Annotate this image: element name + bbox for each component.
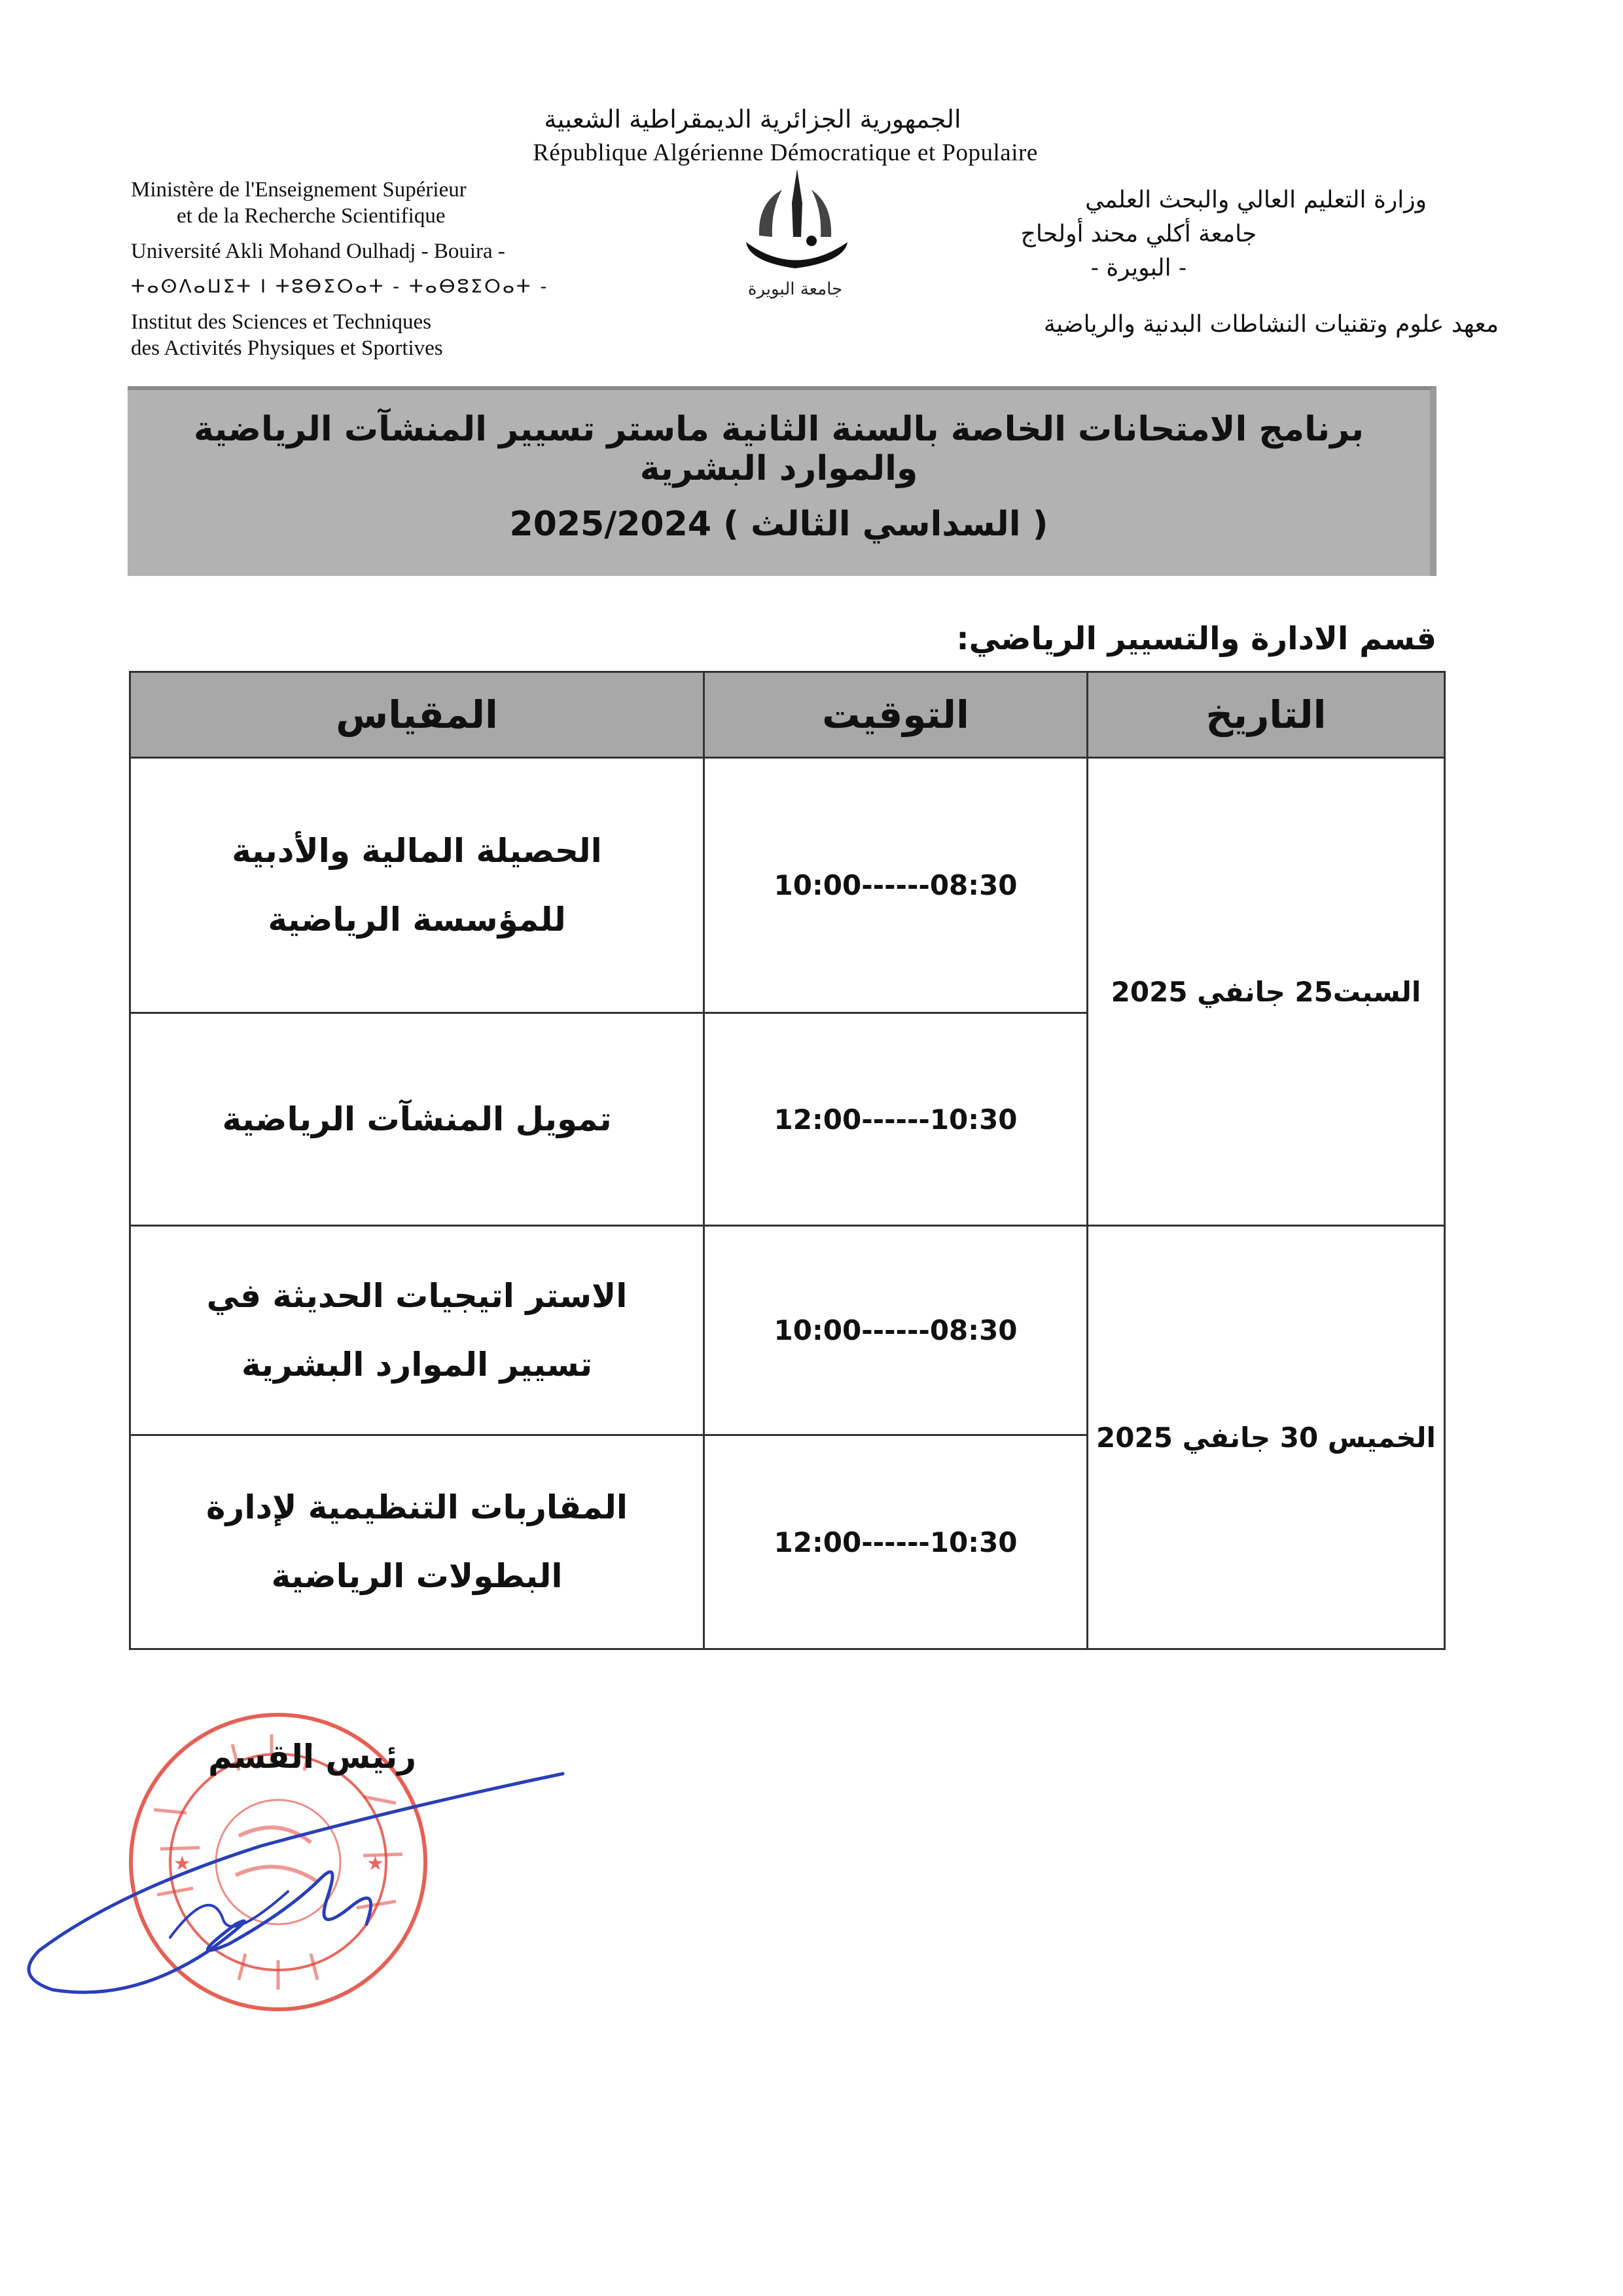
exam-semester: ( السداسي الثالث ) 2025/2024 — [509, 505, 1048, 544]
exam-module: الاستر اتيجيات الحديثة في تسيير الموارد البشرية — [130, 1226, 704, 1435]
exam-date: الخميس 30 جانفي 2025 — [1087, 1226, 1444, 1649]
university-french: Université Akli Mohand Oulhadj - Bouira - — [131, 240, 505, 263]
exam-time: 12:00------10:30 — [704, 1013, 1088, 1226]
ministry-line-1: Ministère de l'Enseignement Supérieur — [131, 178, 467, 202]
table-row — [130, 1226, 1445, 1435]
header-left-french — [131, 177, 668, 361]
table-row — [130, 758, 1445, 1013]
institute-line-1: Institut des Sciences et Techniques — [131, 310, 431, 334]
header-right-arabic — [890, 183, 1499, 338]
exam-module: المقاربات التنظيمية لإدارة البطولات الرياضية — [130, 1435, 704, 1649]
department-head-label: رئيس القسم — [208, 1738, 417, 1776]
exam-module: الحصيلة المالية والأدبية للمؤسسة الرياضية — [130, 758, 704, 1013]
exam-time: 10:00------08:30 — [704, 758, 1088, 1013]
logo-caption: جامعة البويرة — [747, 279, 843, 299]
department-label: قسم الادارة والتسيير الرياضي: — [956, 620, 1436, 657]
university-arabic: جامعة أكلي محند أولحاج — [1020, 221, 1257, 247]
republic-french: République Algérienne Démocratique et Populaire — [533, 139, 1038, 166]
ministry-line-2: et de la Recherche Scientifique — [177, 204, 446, 228]
city-arabic: - البويرة - — [1090, 255, 1187, 281]
exam-title: برنامج الامتحانات الخاصة بالسنة الثانية ماستر تسيير المنشآت الرياضية والموارد البشرية — [193, 410, 1364, 488]
ministry-arabic: وزارة التعليم العالي والبحث العلمي — [1085, 187, 1427, 213]
institute-arabic: معهد علوم وتقنيات النشاطات البدنية والرياضية — [1043, 311, 1499, 338]
university-tifinagh: ⵜⴰⵙⴷⴰⵡⵉⵜ ⵏ ⵜⵓⴱⵉⵔⴰⵜ - ⵜⴰⴱⵓⵉⵔⴰⵜ - — [131, 276, 549, 297]
exam-schedule-table — [129, 671, 1446, 1650]
exam-time: 12:00------10:30 — [704, 1435, 1088, 1649]
exam-module: تمويل المنشآت الرياضية — [130, 1013, 704, 1226]
exam-time: 10:00------08:30 — [704, 1226, 1088, 1435]
republic-arabic: الجمهورية الجزائرية الديمقراطية الشعبية — [544, 105, 961, 134]
table-header-row — [130, 672, 1445, 758]
header-time: التوقيت — [704, 672, 1088, 758]
university-logo — [720, 164, 870, 301]
svg-text:★: ★ — [173, 1852, 191, 1875]
header-date: التاريخ — [1087, 672, 1444, 758]
exam-title-banner — [128, 386, 1436, 576]
institute-line-2: des Activités Physiques et Sportives — [131, 336, 443, 360]
svg-text:★: ★ — [366, 1852, 384, 1875]
header-module: المقياس — [130, 672, 704, 758]
exam-date: السبت25 جانفي 2025 — [1087, 758, 1444, 1226]
